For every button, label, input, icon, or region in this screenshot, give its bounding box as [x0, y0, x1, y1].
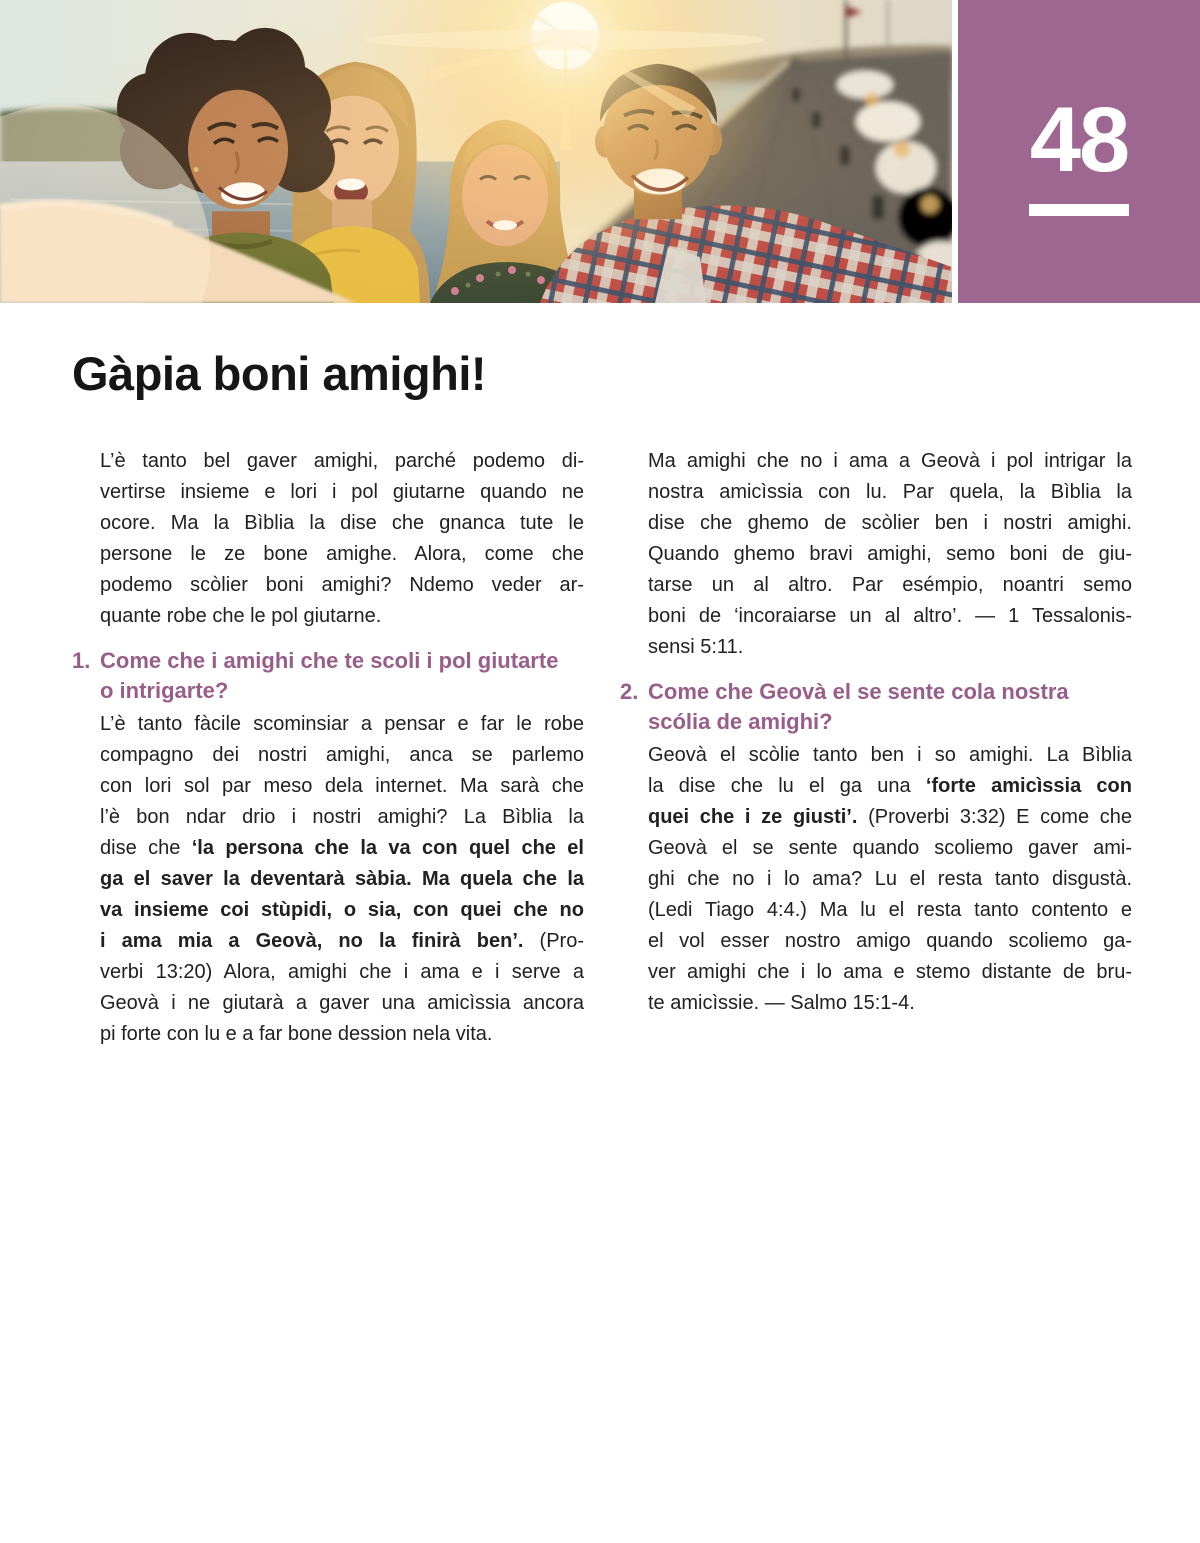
sun-flare: [0, 0, 952, 303]
intro-paragraph-left: L’è tanto bel gaver amighi, parché podemo di- vertirse insieme e lori i pol giutarne quando ne ocore. Ma la Bìblia la dise che gnanca tute le persone le ze bone amighe. Alora, come che podemo scòlier boni amighi? Ndemo veder ar- quante robe che le pol giutarne.: [100, 450, 584, 627]
question-1-text: Come che i amighi che te scoli i pol giutarte o intrigarte?: [100, 648, 559, 703]
hero-photo: [0, 0, 952, 303]
intro-paragraph-right: Ma amighi che no i ama a Geovà i pol intrigar la nostra amicìssia con lu. Par quela, la Bìblia la dise che ghemo de scòlier ben i nostri amighi. Quando ghemo bravi amighi, semo boni de giu- tarse un al altro. Par esémpio, noantri semo boni de ‘incoraiarse un al altro’. — 1 Tessalonis- sensi 5:11.: [648, 450, 1132, 658]
column-right: [620, 446, 1132, 1050]
hero-photo-illustration: [0, 0, 952, 303]
paragraph-1: L’è tanto fàcile scominsiar a pensar e far le robe compagno dei nostri amighi, anca se parlemo con lori sol par meso dela internet. Ma sarà che l’è bon ndar drio i nostri amighi? La Bìblia la dise che ‘la persona che la va con quel che el ga el saver la deventarà sàbia. Ma quela che la va insieme coi stùpidi, o sia, con quei che no i ama mia a Geovà, no la finirà ben’. (Pro- verbi 13:20) Alora, amighi che i ama e i serve a Geovà i ne giutarà a gaver una amicìssia ancora pi forte con lu e a far bone dession nela vita.: [100, 713, 584, 1045]
lesson-number-underline: [1029, 204, 1129, 216]
question-1-heading: [72, 646, 584, 706]
article-body: [72, 446, 1132, 1050]
question-2-text: Come che Geovà el se sente cola nostra scólia de amighi?: [648, 679, 1069, 734]
question-1-number: 1.: [72, 648, 91, 673]
lesson-number-badge: [958, 0, 1200, 303]
page-title: Gàpia boni amighi!: [72, 347, 487, 400]
column-left: [72, 446, 584, 1050]
paragraph-2: Geovà el scòlie tanto ben i so amighi. La Bìblia la dise che lu el ga una ‘forte amicìssia con quei che i ze giusti’. (Proverbi 3:32) E come che Geovà el se sente quando scoliemo gaver ami- ghi che no i lo ama? Lu el resta tanto disgustà. (Ledi Tiago 4:4.) Ma lu el resta tanto contento e el vol esser nostro amigo quando scoliemo ga- ver amighi che i lo ama e stemo distante de bru- te amicìssie. — Salmo 15:1-4.: [648, 744, 1132, 1014]
lesson-number: 48: [1029, 89, 1129, 191]
question-2-heading: [620, 677, 1132, 737]
question-2-number: 2.: [620, 679, 639, 704]
